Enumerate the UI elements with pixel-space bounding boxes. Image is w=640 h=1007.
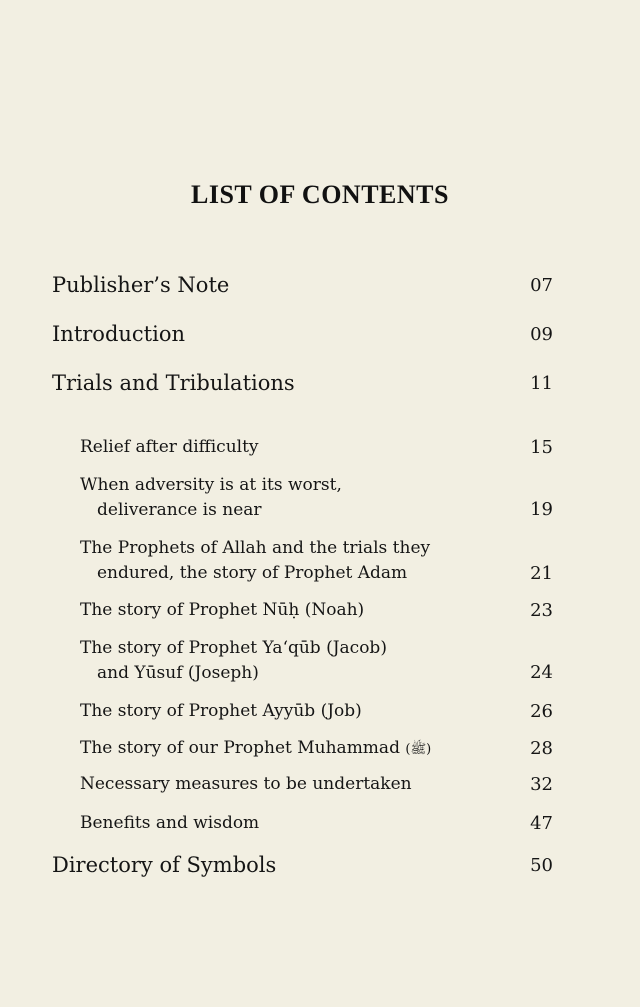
toc-entry-label: Relief after difficulty xyxy=(80,437,259,457)
toc-page-number: 23 xyxy=(530,600,553,621)
toc-entry-label: Benefits and wisdom xyxy=(80,813,260,833)
toc-entry-label-continued: deliverance is near xyxy=(97,500,262,520)
toc-entry-label xyxy=(80,738,431,760)
toc-entry-label: When adversity is at its worst, xyxy=(80,475,342,495)
toc-page-number: 11 xyxy=(530,373,553,394)
toc-entry-label: The story of Prophet Ya‘qūb (Jacob) xyxy=(80,638,387,658)
toc-entry-label-continued: and Yūsuf (Joseph) xyxy=(97,663,259,683)
toc-entry-label-continued: endured, the story of Prophet Adam xyxy=(97,563,408,583)
toc-page-number: 47 xyxy=(530,813,553,834)
toc-entry-label: Introduction xyxy=(52,322,185,346)
toc-page-number: 15 xyxy=(530,437,553,458)
toc-page-number: 21 xyxy=(530,563,553,584)
toc-page-number: 07 xyxy=(530,275,553,296)
honorific-symbol: (ﷺ) xyxy=(405,742,432,757)
toc-page-number: 09 xyxy=(530,324,553,345)
toc-entry-label: The Prophets of Allah and the trials they xyxy=(80,538,431,558)
toc-entry-label: Trials and Tribulations xyxy=(52,371,295,395)
toc-page-number: 32 xyxy=(530,774,553,795)
show-through-text xyxy=(392,87,397,105)
toc-entry-label: The story of Prophet Nūḥ (Noah) xyxy=(80,600,365,620)
toc-entry-label: Directory of Symbols xyxy=(52,853,277,877)
toc-page-number: 50 xyxy=(530,855,553,876)
toc-page-number: 26 xyxy=(530,701,553,722)
toc-entry-label-text: The story of our Prophet Muhammad xyxy=(80,738,400,758)
toc-entry-label: Publisher’s Note xyxy=(52,273,230,297)
toc-entry-label: The story of Prophet Ayyūb (Job) xyxy=(80,701,362,721)
toc-page-number: 24 xyxy=(530,662,553,683)
page-title: LIST OF CONTENTS xyxy=(191,180,449,209)
toc-page-number: 28 xyxy=(530,738,553,759)
toc-entry-label: Necessary measures to be undertaken xyxy=(80,774,412,794)
toc-page-number: 19 xyxy=(530,499,553,520)
